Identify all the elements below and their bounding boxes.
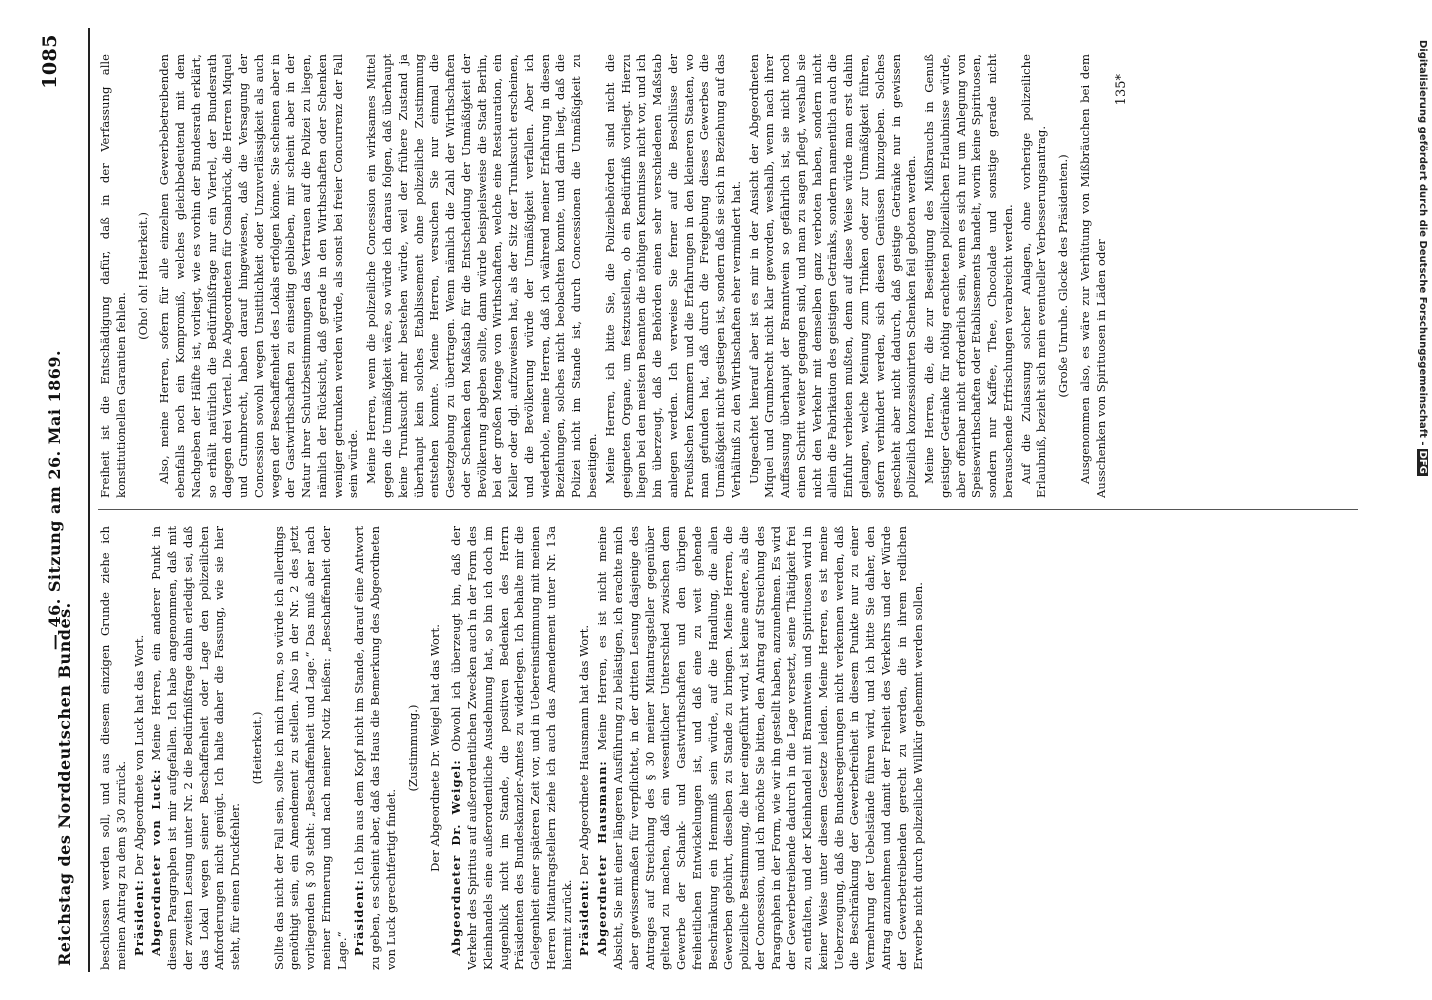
paragraph: Auf die Zulassung solcher Anlagen, ohne vorherige polizeiliche Erlaubniß, bezieht sich mein eventueller Verbesserungsantrag. (1018, 54, 1049, 498)
header-left: Reichstag des Norddeutschen Bundes. (55, 602, 74, 966)
left-column (98, 526, 1370, 970)
dfg-stamp (1414, 40, 1428, 510)
header-center: — 46. Sitzung am 26. Mai 1869. (45, 349, 64, 651)
stamp-text: Digitalisierung gefördert durch die Deutsche Forschungsgemeinschaft - (1417, 40, 1428, 446)
column-divider (98, 509, 1358, 510)
paragraph (149, 526, 244, 970)
page-number: 1085 (39, 34, 61, 89)
header-rule (88, 28, 90, 972)
paragraph: Meine Herren, die, die zur Beseitigung des Mißbrauchs in Genuß geistiger Getränke für nöthig erachteten polizeilichen Erlaubnisse würde, aber offenbar nicht erforderlich sein, wenn es sich nur um Anlegung von Speisewirthschaften oder Etablissements handelt, worin keine Spirituosen, sondern nur Kaffee, Thee, Chocolade und sonstige gerade nicht berauschende Erfrischungen verabreicht werden. (922, 54, 1015, 498)
paragraph (132, 526, 148, 970)
paragraph (577, 526, 593, 970)
speech: Der Abgeordnete Hausmann hat das Wort. (577, 624, 592, 876)
dfg-logo: DFG (1417, 450, 1428, 474)
interjection: (Oho! oh! Heiterkeit.) (135, 212, 150, 340)
speech: Meine Herren, es ist nicht meine Absicht, Sie mit einer längeren Ausführung zu belästigen, ich erachte mich aber gewissermaßen für verpflichtet, in der dritten Lesung dasjenige des Antrages auf Streichung des § 30 meiner Mitantragsteller gegenüber geltend zu machen, daß ein wesentlicher Unterschied zwischen dem Gewerbe der Schank- und Gastwirthschaften und den übrigen freiheitlichen Entwickelungen ist, und daß eine zu weit gehende Beschränkung ein Hemmniß sein würde, auf die Handlung, die allen Gewerben gebührt, dieselben zu Stande zu bringen. Meine Herren, die polizeiliche Bestimmung, die hier eingeführt wird, ist keine andere, als die der Concession, und ich möchte Sie bitten, den Antrag auf Streichung des Paragraphen in der Form, wie wir ihn gestellt haben, anzunehmen. Es wird der Gewerbetreibende dadurch in die Lage versetzt, seine Thätigkeit frei zu entfalten, und der Kleinhandel mit Branntwein und Spirituosen wird in keiner Weise unter diesem Gesetze leiden. Meine Herren, es ist meine Ueberzeugung, daß die Bundesregierungen nicht verkennen werden, daß die Beschränkung der Gewerbefreiheit in diesem Punkte nur zu einer Vermehrung der Uebelstände führen wird, und ich bitte Sie daher, den Antrag anzunehmen und damit der Freiheit des Verkehrs und der Würde der Gewerbetreibenden gerecht zu werden, die in ihrem redlichen Erwerbe nicht durch polizeiliche Willkür gehemmt werden sollen. (595, 526, 925, 970)
paragraph: Meine Herren, wenn die polizeiliche Concession ein wirksames Mittel gegen die Unmäßigkeit wäre, so würde ich daraus folgen, daß überhaupt keine Trunksucht mehr bestehen würde, weil der frühere Zustand ja überhaupt kein solches Etablissement ohne polizeiliche Zustimmung entstehen konnte. Meine Herren, versuchen Sie nur einmal die Gesetzgebung zu übertragen. Wenn nämlich die Zahl der Wirthschaften oder Schenken den Maßstab für die Entscheidung der Unmäßigkeit der Bevölkerung abgeben sollte, dann würde beispielsweise die Stadt Berlin, bei der großen Menge von Wirthschaften, welche eine Restauration, ein Keller oder dgl. aufzuweisen hat, als der Sitz der Trunksucht erscheinen, und die Bevölkerung würde der Unmäßigkeit verfallen. Aber ich wiederhole, meine Herren, daß ich während meiner Erfahrung in diesen Beziehungen, solches nicht beobachten konnte, und darin liegt, daß die Polizei nicht im Stande ist, durch Concessionen die Unmäßigkeit zu beseitigen. (364, 54, 599, 498)
paragraph: Also, meine Herren, sofern für alle einzelnen Gewerbebetreibenden ebenfalls noch ein Kompromiß, welches gleichbedeutend mit dem Nachgeben der Hälfte ist, vorliegt, wie es vorhin der Bundesrath erklärt, so erhält natürlich die Bedürfnißfrage nur ein Viertel, der Bundesrath dagegen drei Viertel. Die Abgeordneten für Osnabrück, die Herren Miquel und Grumbrecht, haben darauf hingewiesen, daß die Versagung der Concession sowohl wegen Unsittlichkeit oder Unzuverlässigkeit als auch wegen der Beschaffenheit des Lokals erfolgen könne. Sie scheinen aber in der Gastwirthschaften zu einseitig geblieben, mir scheint aber in der Natur ihrer Schutzbestimmungen das Vertrauen auf die Polizei zu liegen, nämlich der Rücksicht, daß gerade in den Wirthschaften oder Schenken weniger getrunken werden würde, als sonst bei freier Concurrenz der Fall sein würde. (157, 54, 361, 498)
speech: Obwohl ich überzeugt bin, daß der Verkehr des Spiritus auf außerordentlichen Zwecken auch in der Form des Kleinhandels eine außerordentliche Ausdehnung hat, so bin ich doch im Augenblick nicht im Stande, die positiven Bedenken des Herrn Präsidenten des Bundeskanzler-Amtes zu widerlegen. Ich behalte mir die Gelegenheit einer späteren Zeit vor, und in Uebereinstimmung mit meinen Herren Mitantragstellern ziehe ich auch das Amendement unter Nr. 13a hiermit zurück. (449, 526, 574, 970)
speaker: Präsident: (131, 879, 146, 956)
interjection: (Große Unruhe. Glocke des Präsidenten.) (1056, 154, 1071, 398)
speaker: Präsident: (577, 879, 592, 956)
paragraph: Sollte das nicht der Fall sein, sollte ich mich irren, so würde ich allerdings genöthigt sein, ein Amendement zu stellen. Also in der Nr. 2 des jetzt vorliegenden § 30 steht: „Beschaffenheit und Lage.“ Das muß aber nach meiner Erinnerung und nach meiner Notiz heißen: „Beschaffenheit oder Lage.“ (271, 526, 349, 970)
speaker: Abgeordneter Dr. Weigel: (449, 759, 464, 956)
paragraph: Freiheit ist die Entschädigung dafür, daß in der Verfassung alle konstitutionellen Garantien fehlen. (98, 54, 128, 498)
paragraph (449, 526, 575, 970)
speaker: Abgeordneter von Luck: (149, 768, 164, 956)
right-column (98, 54, 1370, 498)
speech: Der Abgeordnete von Luck hat das Wort. (131, 634, 146, 876)
paragraph: beschlossen werden soll, und aus diesem einzigen Grunde ziehe ich meinen Antrag zu dem § 30 zurück. (98, 526, 128, 970)
interjection: (Zustimmung.) (405, 704, 420, 792)
paragraph: Ungeachtet hierauf aber ist es mir in der Ansicht der Abgeordneten Miquel und Grumbrecht nicht klar geworden, weshalb, wenn nach ihrer Auffassung überhaupt der Branntwein so gefährlich ist, sie nicht noch einen Schritt weiter gegangen sind, und man zu sagen pflegt, weshalb sie nicht den Verkehr mit demselben ganz verboten haben, sondern nicht allein die Fabrikation des geistigen Getränks, sondern namentlich auch die Einfuhr verbieten mußten, denn auf diese Weise würde man erst dahin gelangen, welche Meinung zum Trinken oder zur Unmäßigkeit führen, sofern verhindert werden, sich diesen Genüssen hinzugeben. Solches geschieht aber nicht dadurch, daß geistige Getränke nur in gewissen polizeilich konzessionirten Schenken feil geboten werden. (746, 54, 919, 498)
speech: Meine Herren, ein anderer Punkt in diesem Paragraphen ist mir aufgefallen. Ich habe angenommen, daß mit der zweiten Lesung unter Nr. 2 die Bedürfnißfrage dahin erledigt sei, daß das Lokal wegen seiner Beschaffenheit oder Lage den polizeilichen Anforderungen nicht genügt. Ich halte daher die Fassung, wie sie hier steht, für einen Druckfehler. (149, 526, 243, 970)
signature-mark: 135* (1114, 74, 1130, 106)
newspaper-page (36, 20, 1396, 980)
paragraph (352, 526, 399, 970)
speaker: Präsident: (352, 879, 367, 956)
speaker: Abgeordneter Hausmann: (595, 760, 610, 956)
paragraph: Ausgenommen also, es wäre zur Verhütung von Mißbräuchen bei dem Ausschenken von Spirituosen in Läden oder (1077, 54, 1108, 498)
announcement: Der Abgeordnete Dr. Weigel hat das Wort. (427, 624, 442, 872)
interjection: (Heiterkeit.) (249, 711, 264, 785)
paragraph: Meine Herren, ich bitte Sie, die Polizeibehörden sind nicht die geeigneten Organe, um festzustellen, ob ein Bedürfniß vorliegt. Hierzu liegen bei den meisten Beamten die nöthigen Kenntnisse nicht vor, und ich bin überzeugt, daß die Behörden einen sehr verschiedenen Maßstab anlegen werden. Ich verweise Sie ferner auf die Beschlüsse der Preußischen Kammern und die Erfahrungen in den kleineren Staaten, wo man gefunden hat, daß durch die Freigebung dieses Gewerbes die Unmäßigkeit nicht gestiegen ist, sondern daß sie sich in Beziehung auf das Verhältniß zu den Wirthschaften eher vermindert hat. (602, 54, 743, 498)
running-head (39, 34, 84, 966)
speech: Ich bin aus dem Kopf nicht im Stande, darauf eine Antwort zu geben, es scheint aber, daß das Haus die Bemerkung des Abgeordneten von Luck gerechtfertigt findet. (352, 526, 399, 970)
paragraph (595, 526, 926, 970)
